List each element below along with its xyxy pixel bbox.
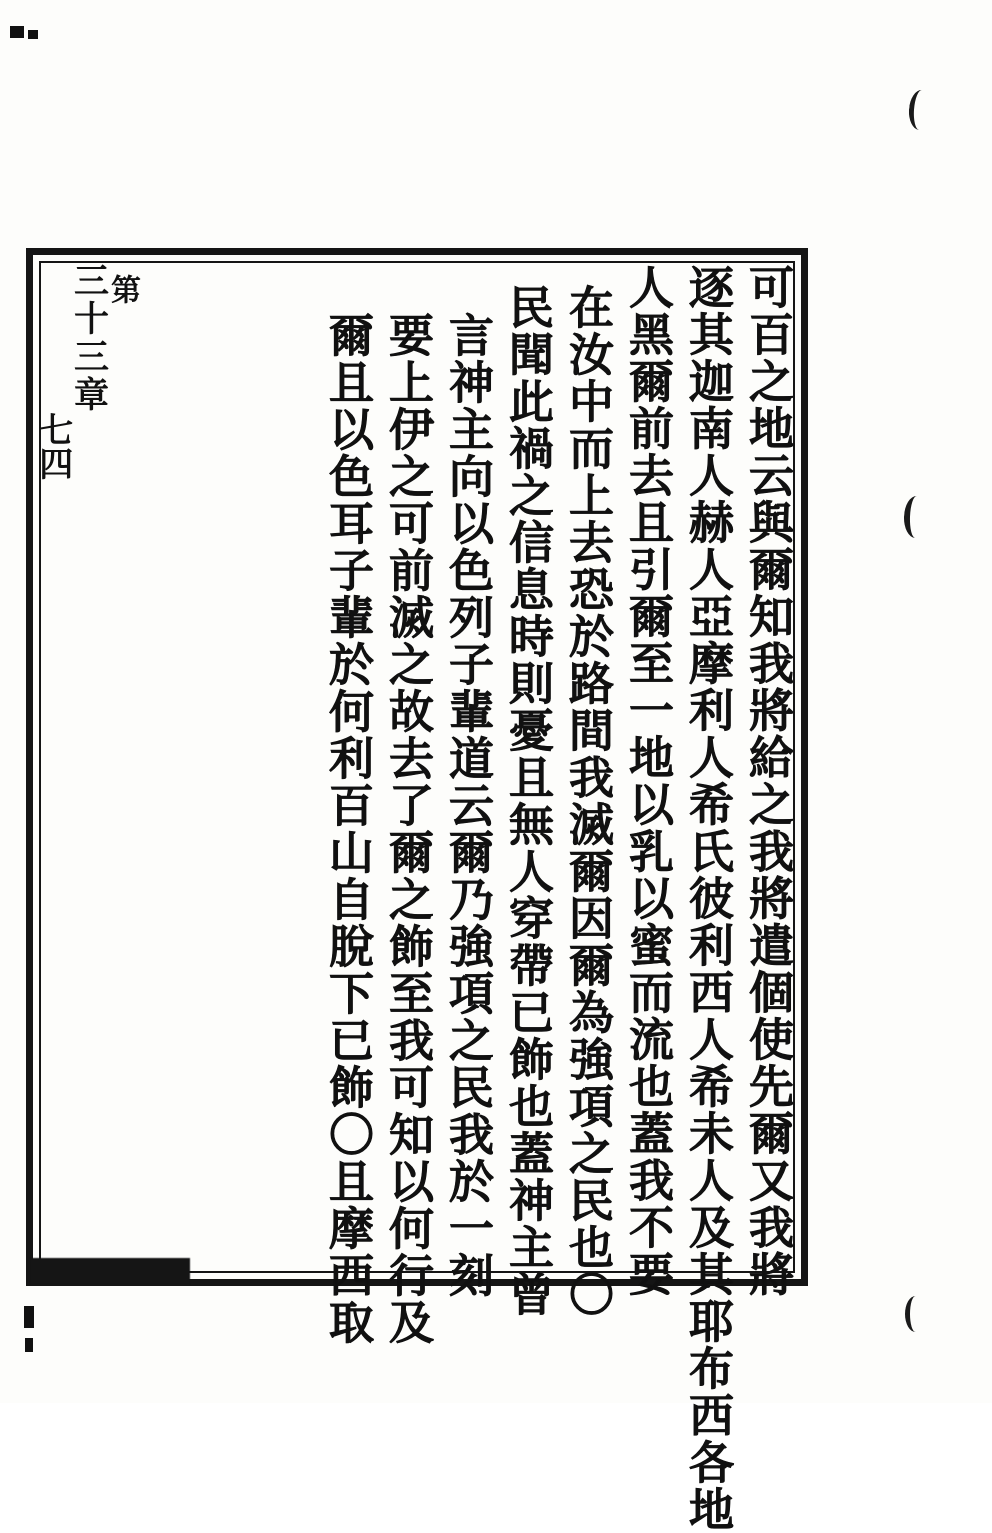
text-column-1: 可百之地云與爾知我將給之我將遣個使先爾又我將 — [732, 258, 792, 1264]
spine-fishtail-label: 第 — [106, 274, 138, 307]
text-column-5: 民聞此禍之信息時則憂且無人穿帶已飾也蓋神主曾 — [492, 258, 552, 1284]
edge-mark-top-left-icon — [10, 26, 24, 38]
text-column-6: 言神主向以色列子輩道云爾乃強項之民我於一刻 — [432, 258, 492, 1312]
text-column-8: 爾且以色耳子輩於何利百山自脫下已飾〇且摩西取 — [312, 258, 372, 1312]
edge-mark-bottom-left-secondary-icon — [25, 1338, 33, 1352]
paren-mark-right-upper-icon — [908, 89, 934, 131]
spine-chapter-label: 三十三章 — [70, 262, 107, 414]
text-column-3: 人黑爾前去且引爾至一地以乳以蜜而流也蓋我不要 — [612, 258, 672, 1264]
edge-mark-top-left-secondary-icon — [28, 30, 38, 39]
spine-page-number: 七四 — [34, 412, 70, 480]
text-column-4: 在汝中而上去恐於路間我滅爾因爾為強項之民也〇 — [552, 258, 612, 1284]
paren-mark-right-lower-icon — [905, 1296, 926, 1332]
text-column-2: 逐其迦南人赫人亞摩利人希氏彼利西人希未人及其耶布西各地 — [672, 258, 732, 1264]
text-body — [40, 258, 792, 1278]
paren-mark-right-middle-icon — [903, 496, 928, 539]
text-column-7: 要上伊之可前滅之故去了爾之飾至我可知以何行及 — [372, 258, 432, 1312]
edge-mark-bottom-left-icon — [24, 1306, 34, 1328]
